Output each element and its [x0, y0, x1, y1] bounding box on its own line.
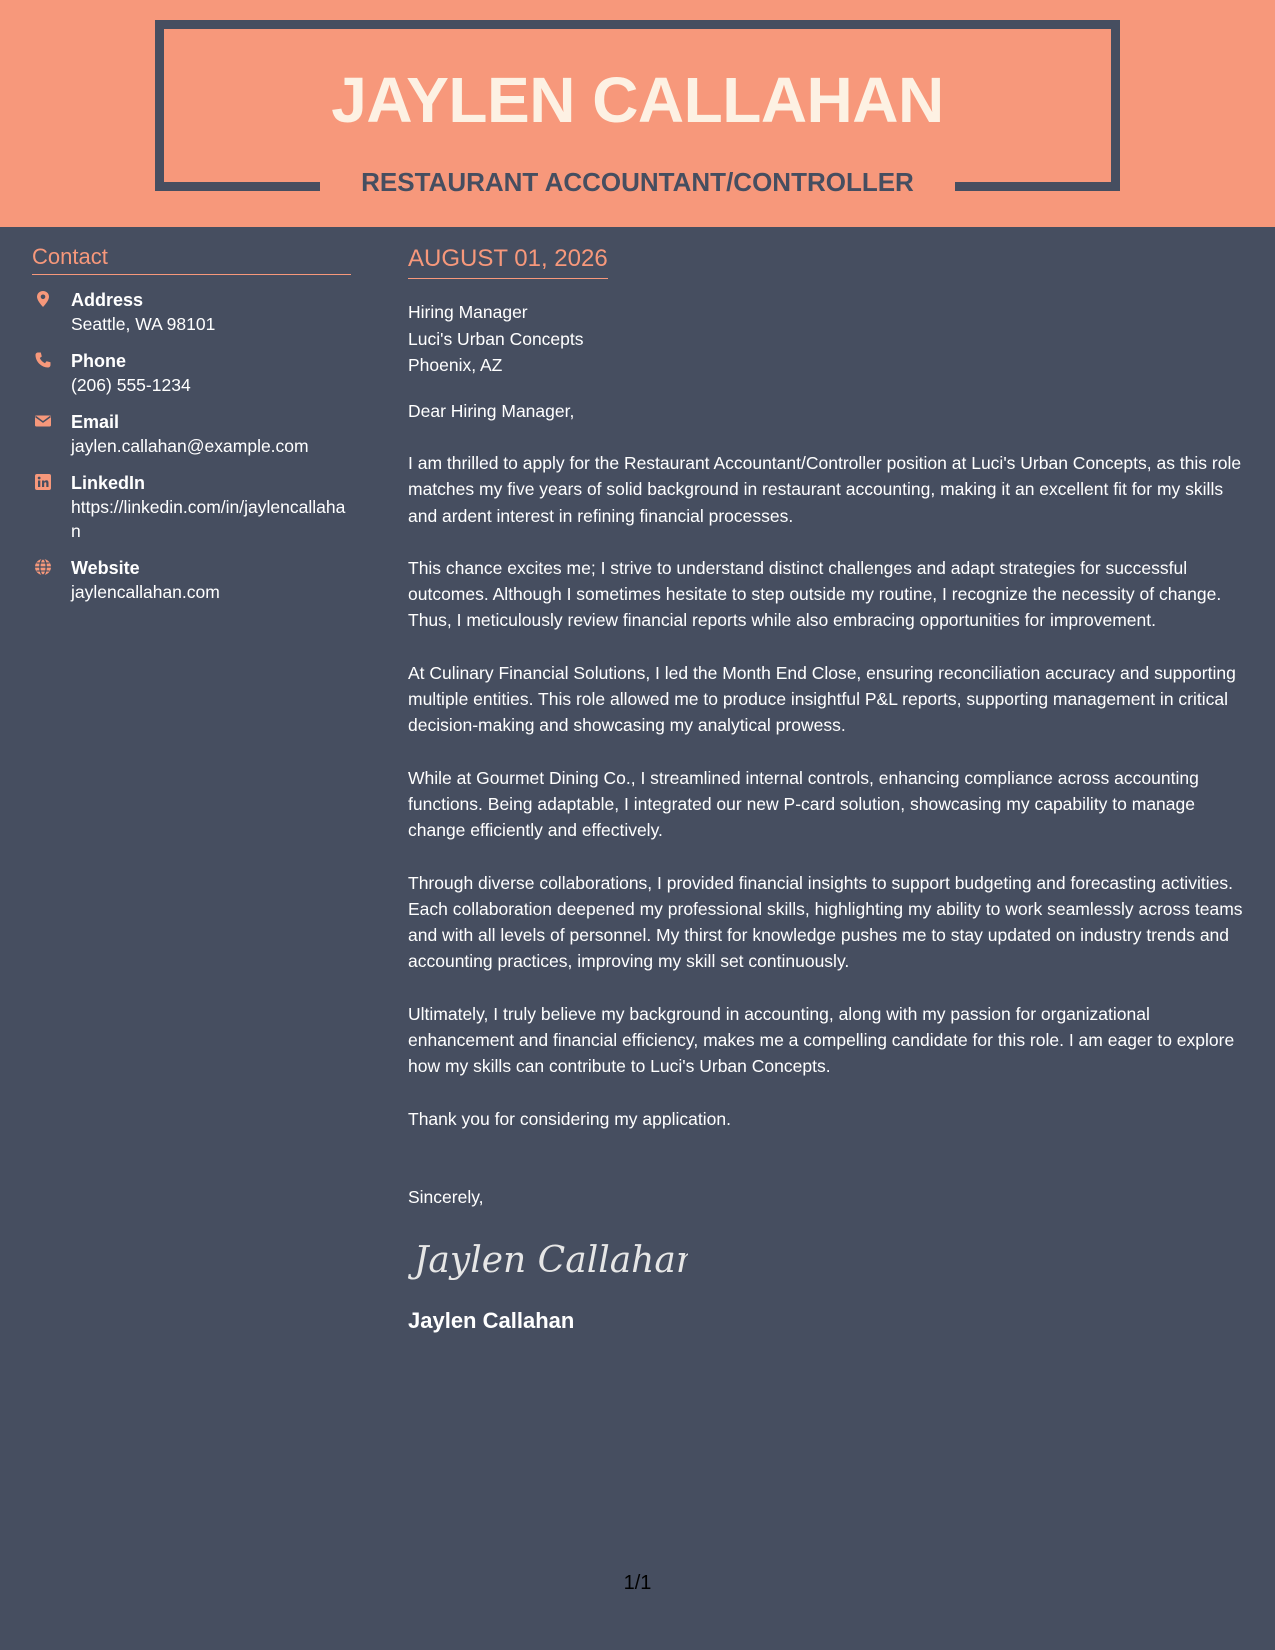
contact-item-phone: [32, 349, 351, 397]
letter-paragraph: Ultimately, I truly believe my background in accounting, along with my passion for organizational enhancement and financial efficiency, makes me a compelling candidate for this role. I am eager to explore how my skills can contribute to Luci's Urban Concepts.: [408, 1003, 1235, 1077]
map-pin-icon: [34, 290, 52, 308]
contact-value[interactable]: https://linkedin.com/in/jaylencallahan: [71, 497, 346, 541]
contact-item-email: [32, 410, 351, 458]
contact-value: Seattle, WA 98101: [71, 314, 216, 334]
recipient-name: Hiring Manager: [408, 302, 528, 322]
contact-value: jaylen.callahan@example.com: [71, 436, 309, 456]
recipient-block: [408, 299, 1253, 379]
contact-heading: Contact: [32, 242, 351, 275]
contact-label: Website: [71, 558, 140, 578]
letter-paragraph: I am thrilled to apply for the Restaurant Accountant/Controller position at Luci's Urban Concepts, as this role matches my five years of solid background in restaurant accounting, making it an excellent fit for my skills and ardent interest in refining financial processes.: [408, 453, 1242, 526]
letter-paragraph: While at Gourmet Dining Co., I streamlined internal controls, enhancing compliance across accounting functions. Being adaptable, I integrated our new P-card solution, showcasing my capability to manage change efficiently and effectively.: [408, 767, 1199, 841]
contact-sidebar: [32, 242, 351, 604]
letter-paragraph: Thank you for considering my application.: [408, 1108, 731, 1129]
envelope-icon: [34, 412, 52, 430]
contact-item-website: [32, 556, 351, 604]
recipient-company: Luci's Urban Concepts: [408, 328, 584, 349]
contact-label: Email: [71, 412, 120, 432]
letter-date: AUGUST 01, 2026: [408, 244, 608, 279]
applicant-name: JAYLEN CALLAHAN: [331, 64, 944, 136]
phone-icon: [34, 351, 52, 369]
header-frame-top: [155, 20, 1120, 29]
linkedin-icon: [34, 473, 52, 491]
header-banner: [0, 0, 1275, 227]
signer-name: Jaylen Callahan: [408, 1308, 575, 1334]
contact-item-linkedin: [32, 471, 351, 543]
job-title: RESTAURANT ACCOUNTANT/CONTROLLER: [361, 167, 914, 197]
letter-paragraph: Through diverse collaborations, I provided financial insights to support budgeting and forecasting activities. Each collaboration deepened my professional skills, highlighting my ability to work seamlessly across teams and with all levels of personnel. My thirst for knowledge pushes me to stay updated on industry trends and accounting practices, improving my skill set continuously.: [408, 872, 1243, 972]
globe-icon: [34, 558, 52, 576]
letter-closing: Sincerely,: [408, 1186, 484, 1207]
signature-text: Jaylen Callahan: [414, 1240, 688, 1282]
contact-label: Address: [71, 290, 144, 310]
contact-value[interactable]: jaylencallahan.com: [71, 582, 220, 602]
handwritten-signature: [408, 1228, 688, 1290]
contact-label: Phone: [71, 351, 127, 371]
letter-paragraph: This chance excites me; I strive to understand distinct challenges and adapt strategies for successful outcomes. Although I sometimes hesitate to step outside my routine, I recognize the necessity of change. Thus, I meticulously review financial reports while also embracing opportunities for improvement.: [408, 557, 1222, 631]
contact-label: LinkedIn: [71, 473, 146, 493]
contact-value: (206) 555-1234: [71, 375, 191, 395]
letter-paragraph: At Culinary Financial Solutions, I led the Month End Close, ensuring reconciliation accuracy and supporting multiple entities. This role allowed me to produce insightful P&L reports, supporting management in critical decision-making and showcasing my analytical prowess.: [408, 662, 1236, 736]
page-number: 1/1: [623, 1572, 652, 1594]
letter-body: [408, 244, 1253, 1336]
recipient-location: Phoenix, AZ: [408, 355, 503, 375]
contact-item-address: [32, 288, 351, 336]
salutation: Dear Hiring Manager,: [408, 400, 575, 421]
